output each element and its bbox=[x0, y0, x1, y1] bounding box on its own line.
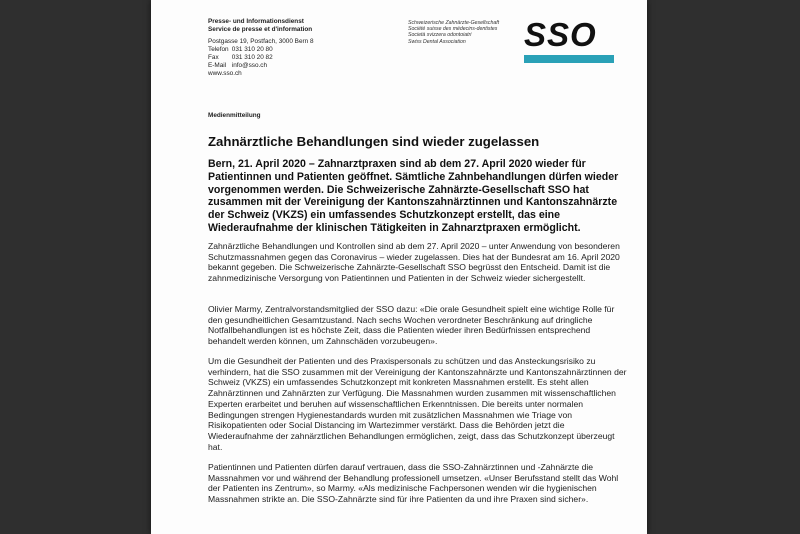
logo-accent-bar bbox=[524, 55, 614, 63]
brand-name-fr: Société suisse des médecins-dentistes bbox=[408, 26, 498, 33]
email-value: info@sso.ch bbox=[231, 62, 268, 69]
brand-name-it: Società svizzera odontoiatri bbox=[408, 32, 472, 39]
brand-name-de: Schweizerische Zahnärzte-Gesellschaft bbox=[408, 20, 500, 26]
fax-value: 031 310 20 82 bbox=[231, 54, 273, 61]
sso-logo: SSO bbox=[524, 16, 597, 53]
body-paragraph-2: Olivier Marmy, Zentralvorstandsmitglied der SSO dazu: «Die orale Gesundheit spielt eine wichtige Rolle für den gesundheitlichen Gesamtzustand. Nach sechs Wochen verordneter Beschränkung auf dringliche Notfallbehandlungen ist es höchste Zeit, dass die Patienten wieder ihren Bedürfnissen entsprechend behandelt werden können, um Zahnschäden vorzubeugen». bbox=[208, 304, 615, 347]
document-title: Zahnärztliche Behandlungen sind wieder zugelassen bbox=[208, 134, 540, 149]
phone-label: Telefon bbox=[208, 46, 229, 53]
brand-name-en: Swiss Dental Association bbox=[408, 38, 466, 45]
sender-email-row bbox=[208, 62, 314, 70]
brand-names bbox=[408, 20, 499, 45]
body-paragraph-3: Um die Gesundheit der Patienten und des Praxispersonals zu schützen und das Ansteckungsrisiko zu verhindern, hat die SSO zusammen mit der Vereinigung der Kantonszahnärzte und Kantonszahnärztinnen der Schweiz (VKZS) ein umfassendes Schutzkonzept mit konkreten Massnahmen erstellt. Es steht allen Zahnärztinnen und Zahnärzten zur Verfügung. Die Massnahmen wurden zusammen mit wissenschaftlichen Experten erarbeitet und beruhen auf wissenschaftlichen Erkenntnissen. Die bereits unter normalen Bedingungen strengen Hygienestandards wurden mit zusätzlichen Massnahmen wie Triage von Risikopatienten oder Social Distancing im Wartezimmer verstärkt. Dass die Behörden jetzt die Wiederaufnahme der zahnärztlichen Behandlungen ermöglichen, zeigt, dass das Schutzkonzept überzeugt hat. bbox=[208, 356, 627, 452]
lead-paragraph: Bern, 21. April 2020 – Zahnarztpraxen sind ab dem 27. April 2020 wieder für Patientinnen und Patienten geöffnet. Sämtliche Zahnbehandlungen dürfen wieder vorgenommen werden. Die Schweizerische Zahnärzte-Gesellschaft SSO hat zusammen mit der Vereinigung der Kantonszahnärztinnen und Kantonszahnärzte der Schweiz (VKZS) ein umfassendes Schutzkonzept erstellt, das eine Wiederaufnahme der klinischen Tätigkeiten in Zahnarztpraxen ermöglicht. bbox=[208, 158, 619, 234]
body-paragraph-4: Patientinnen und Patienten dürfen darauf vertrauen, dass die SSO-Zahnärztinnen und -Zahnärzte die Massnahmen vor und während der Behandlung professionell umsetzen. «Unser Berufsstand stellt das Wohl der Patienten ins Zentrum», so Marmy. «Als medizinische Fachpersonen wenden wir die hygienischen Massnahmen strikte an. Die SSO-Zahnärzte sind für ihre Patienten da und ihre Praxen sind sicher». bbox=[208, 462, 619, 505]
fax-label: Fax bbox=[208, 54, 219, 61]
sender-web: www.sso.ch bbox=[208, 70, 242, 77]
email-label: E-Mail bbox=[208, 62, 227, 69]
sender-fax-row bbox=[208, 54, 314, 62]
phone-value: 031 310 20 80 bbox=[231, 46, 273, 53]
body-paragraph-1: Zahnärztliche Behandlungen und Kontrollen sind ab dem 27. April 2020 – unter Anwendung von besonderen Schutzmassnahmen gegen das Coronavirus – wieder zugelassen. Dies hat der Bundesrat am 16. April 2020 bekannt gegeben. Die Schweizerische Zahnärzte-Gesellschaft SSO begrüsst den Entscheid. Damit ist die zahnmedizinische Versorgung von Patientinnen und Patienten in der Schweiz wieder sichergestellt. bbox=[208, 241, 620, 284]
sender-line1: Presse- und Informationsdienst bbox=[208, 18, 304, 25]
sender-address: Postgasse 19, Postfach, 3000 Bern 8 bbox=[208, 38, 314, 45]
document-label: Medienmitteilung bbox=[208, 112, 261, 119]
sender-phone-row bbox=[208, 46, 314, 54]
sender-line2: Service de presse et d'information bbox=[208, 26, 313, 33]
sender-block bbox=[208, 18, 314, 78]
document-page bbox=[151, 0, 647, 534]
